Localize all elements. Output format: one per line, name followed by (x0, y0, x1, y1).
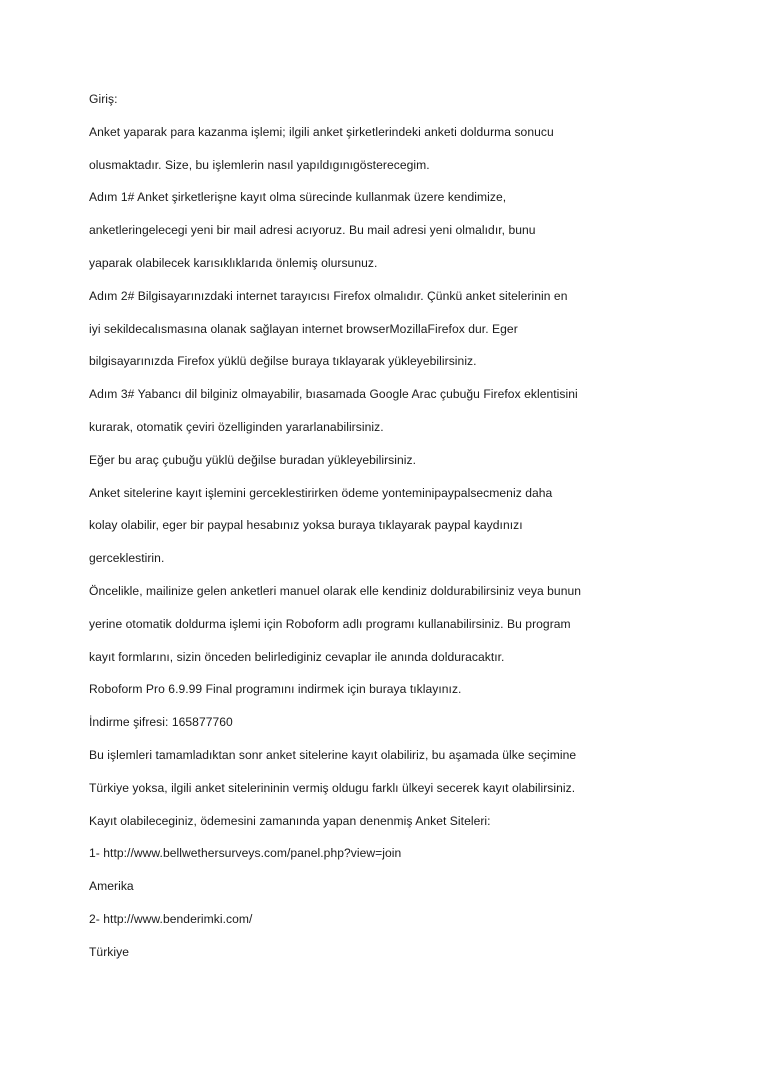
site-1-country: Amerika (89, 879, 134, 894)
download-password: İndirme şifresi: 165877760 (89, 715, 233, 730)
paragraph-line: bilgisayarınızda Firefox yüklü değilse buraya tıklayarak yükleyebilirsiniz. (89, 354, 477, 369)
site-2-url: 2- http://www.benderimki.com/ (89, 911, 253, 926)
paragraph-line: Bu işlemleri tamamladıktan sonr anket sitelerine kayıt olabiliriz, bu aşamada ülke seçimine (89, 747, 577, 762)
site-2-country: Türkiye (89, 944, 129, 959)
paragraph-line: Türkiye yoksa, ilgili anket sitelerininin vermiş oldugu farklı ülkeyi secerek kayıt olabilirsiniz. (89, 780, 576, 795)
step-2-line: Adım 2# Bilgisayarınızdaki internet tarayıcısı Firefox olmalıdır. Çünkü anket sitelerinin en (89, 288, 568, 303)
paragraph-line: Kayıt olabileceginiz, ödemesini zamanında yapan denenmiş Anket Siteleri: (89, 813, 491, 828)
paragraph-line: gerceklestirin. (89, 551, 165, 566)
paragraph-line: kolay olabilir, eger bir paypal hesabınız yoksa buraya tıklayarak paypal kaydınızı (89, 518, 523, 533)
step-3-line: Adım 3# Yabancı dil bilginiz olmayabilir, bıasamada Google Arac çubuğu Firefox eklentisini (89, 387, 578, 402)
paragraph-line: anketleringelecegi yeni bir mail adresi acıyoruz. Bu mail adresi yeni olmalıdır, bunu (89, 223, 536, 238)
step-1-line: Adım 1# Anket şirketlerişne kayıt olma sürecinde kullanmak üzere kendimize, (89, 190, 507, 205)
paragraph-line: Anket sitelerine kayıt işlemini gerceklestirirken ödeme yonteminipaypalsecmeniz daha (89, 485, 553, 500)
paragraph-line: Eğer bu araç çubuğu yüklü değilse buradan yükleyebilirsiniz. (89, 452, 417, 467)
paragraph-line: yaparak olabilecek karısıklıklarıda önlemiş olursunuz. (89, 255, 378, 270)
paragraph-line: Roboform Pro 6.9.99 Final programını indirmek için buraya tıklayınız. (89, 682, 462, 697)
paragraph-line: iyi sekildecalısmasına olanak sağlayan internet browserMozillaFirefox dur. Eger (89, 321, 518, 336)
paragraph-line: Anket yaparak para kazanma işlemi; ilgili anket şirketlerindeki anketi doldurma sonucu (89, 124, 554, 139)
paragraph-line: kurarak, otomatik çeviri özelliginden yararlanabilirsiniz. (89, 419, 384, 434)
paragraph-line: kayıt formlarını, sizin önceden belirlediginiz cevaplar ile anında dolduracaktır. (89, 649, 505, 664)
paragraph-line: olusmaktadır. Size, bu işlemlerin nasıl yapıldıgınıgösterecegim. (89, 157, 430, 172)
document-body (89, 89, 689, 975)
paragraph-line: Öncelikle, mailinize gelen anketleri manuel olarak elle kendiniz doldurabilirsiniz veya bunun (89, 583, 582, 598)
site-1-url: 1- http://www.bellwethersurveys.com/panel.php?view=join (89, 846, 402, 861)
paragraph-line: yerine otomatik doldurma işlemi için Roboform adlı programı kullanabilirsiniz. Bu program (89, 616, 571, 631)
heading-intro: Giriş: (89, 92, 118, 106)
